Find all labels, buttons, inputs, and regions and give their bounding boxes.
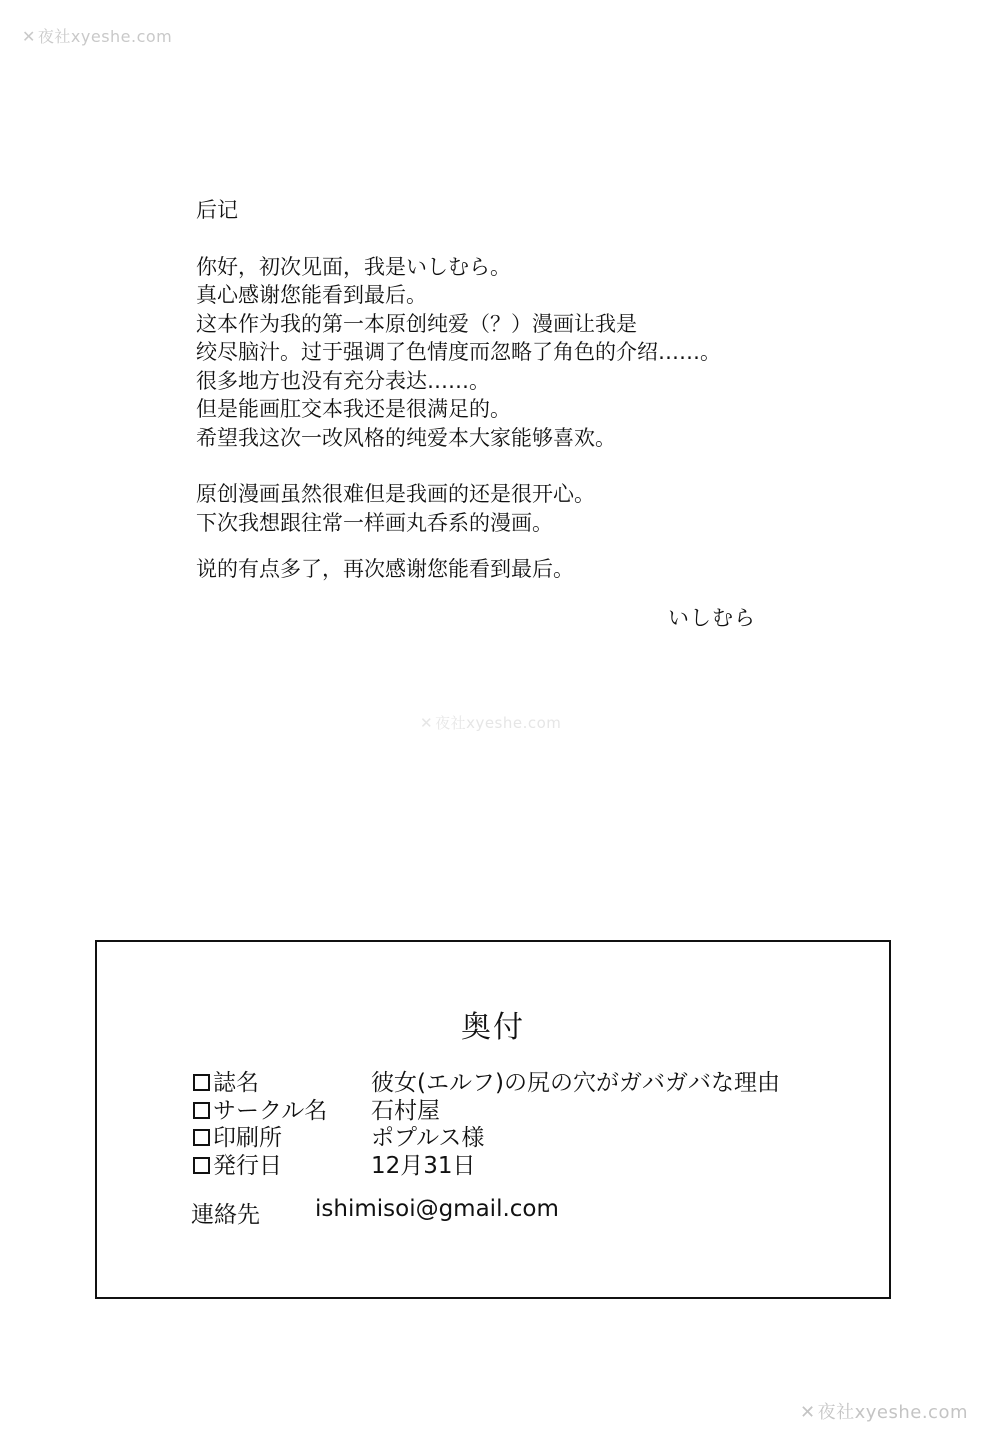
afterword-line: 下次我想跟往常一样画丸呑系的漫画。 (196, 510, 553, 535)
colophon-label-text: 発行日 (213, 1152, 282, 1179)
colophon-row-label (193, 1098, 371, 1126)
afterword-line: 希望我这次一改风格的纯爱本大家能够喜欢。 (196, 425, 616, 450)
afterword-line: 但是能画肛交本我还是很满足的。 (196, 397, 511, 421)
contact-label: 連絡先 (191, 1202, 260, 1228)
colophon-row-circle (193, 1098, 780, 1126)
watermark-top (22, 24, 172, 47)
colophon-row-value: 12月31日 (371, 1152, 476, 1179)
watermark-x-icon: ✕ (22, 27, 36, 46)
colophon-label-text: 印刷所 (213, 1125, 282, 1151)
square-bullet-icon (193, 1102, 210, 1119)
contact-email: ishimisoi@gmail.com (315, 1196, 559, 1222)
square-bullet-icon (193, 1157, 210, 1174)
colophon-row-value: 石村屋 (371, 1097, 440, 1124)
afterword-line: 真心感谢您能看到最后。 (196, 283, 427, 307)
watermark-top-text: 夜社xyeshe.com (37, 27, 173, 46)
afterword-line: 说的有点多了，再次感谢您能看到最后。 (196, 557, 574, 581)
afterword-signature: いしむら (668, 606, 756, 630)
watermark-bottom-text: 夜社xyeshe.com (817, 1402, 968, 1423)
afterword-paragraph (196, 480, 816, 537)
watermark-x-icon: ✕ (800, 1402, 816, 1423)
square-bullet-icon (193, 1074, 210, 1091)
colophon-title: 奥付 (461, 1010, 525, 1045)
afterword-line: 绞尽脑汁。过于强调了色情度而忽略了角色的介绍……。 (196, 340, 721, 364)
afterword-line: 你好，初次见面，我是いしむら。 (196, 254, 511, 279)
colophon-row-title (193, 1070, 780, 1098)
colophon-row-value: ポプルス様 (371, 1125, 485, 1151)
colophon-contact (191, 1196, 559, 1229)
colophon-row-label (193, 1153, 371, 1181)
colophon-row-label (193, 1070, 371, 1098)
colophon-row-printer (193, 1125, 780, 1153)
colophon-row-date (193, 1153, 780, 1181)
afterword-paragraph (196, 555, 816, 584)
watermark-x-icon: ✕ (420, 714, 434, 732)
afterword-line: 原创漫画虽然很难但是我画的还是很开心。 (196, 482, 595, 506)
square-bullet-icon (193, 1129, 210, 1146)
colophon-row-value: 彼女(エルフ)の尻の穴がガバガバな理由 (371, 1070, 780, 1096)
afterword-paragraph (196, 253, 816, 453)
colophon-label-text: 誌名 (213, 1070, 259, 1096)
colophon-row-label (193, 1125, 371, 1153)
afterword-heading: 后记 (196, 198, 238, 222)
colophon-info-table (193, 1070, 780, 1180)
colophon-label-text: サークル名 (213, 1097, 328, 1124)
afterword-line: 很多地方也没有充分表达……。 (196, 368, 490, 393)
colophon-box (95, 940, 891, 1299)
afterword-line: 这本作为我的第一本原创纯爱（？）漫画让我是 (196, 311, 637, 336)
afterword-section (196, 196, 816, 584)
watermark-middle (420, 712, 561, 733)
watermark-middle-text: 夜社xyeshe.com (435, 714, 562, 732)
watermark-bottom (800, 1398, 968, 1424)
